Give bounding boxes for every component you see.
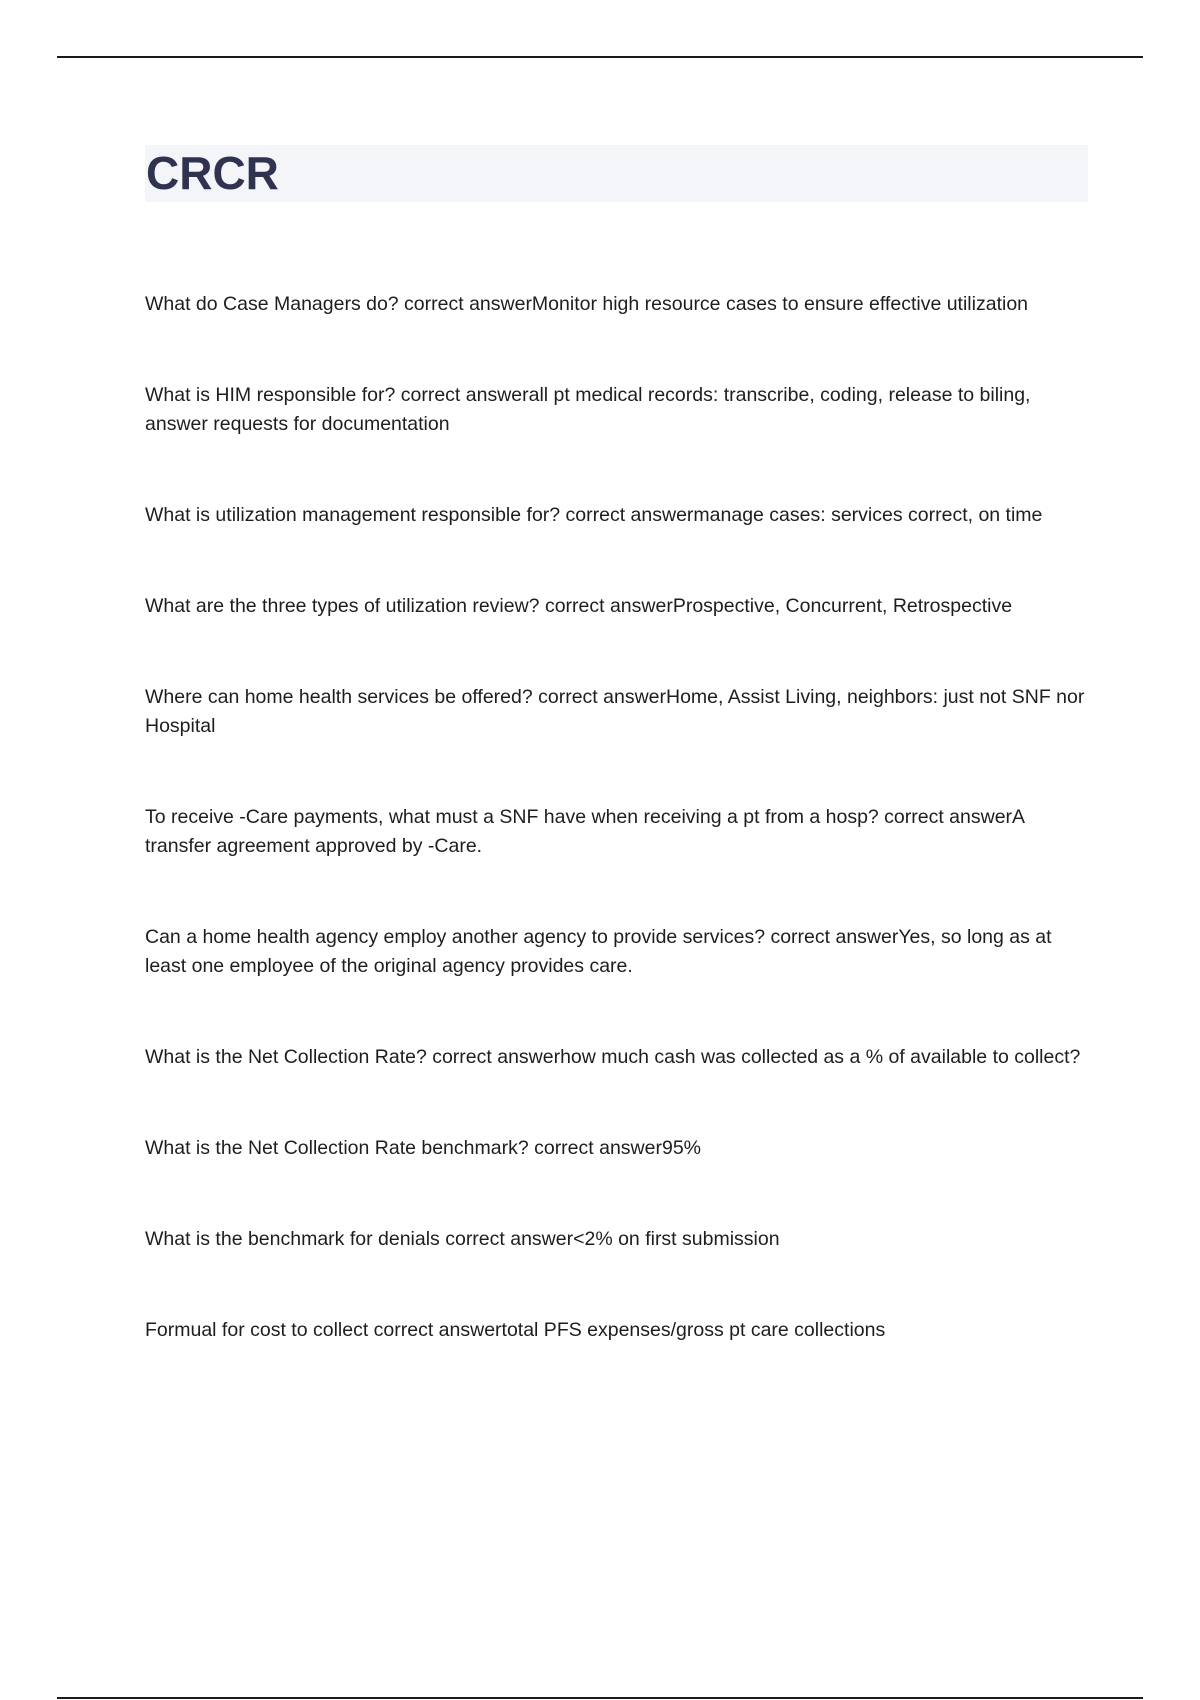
footer-rule xyxy=(57,1697,1143,1699)
qa-item: What are the three types of utilization review? correct answerProspective, Concurrent, Retrospective xyxy=(145,595,1013,617)
qa-item: What is the benchmark for denials correct answer<2% on first submission xyxy=(145,1228,780,1250)
qa-item: What is HIM responsible for? correct answerall pt medical records: transcribe, coding, release to biling, answer requests for documentation xyxy=(145,384,1031,435)
page-title: CRCR xyxy=(146,147,279,199)
qa-item: What is the Net Collection Rate benchmark? correct answer95% xyxy=(145,1137,701,1159)
qa-list xyxy=(145,290,1090,1407)
header-rule xyxy=(57,56,1143,58)
qa-item: What do Case Managers do? correct answerMonitor high resource cases to ensure effective utilization xyxy=(145,293,1029,315)
qa-item: To receive -Care payments, what must a SNF have when receiving a pt from a hosp? correct answerA transfer agreement approved by -Care. xyxy=(145,806,1024,857)
qa-item: Can a home health agency employ another agency to provide services? correct answerYes, so long as at least one employee of the original agency provides care. xyxy=(145,926,1052,977)
title-band xyxy=(145,145,1088,202)
qa-item: Where can home health services be offered? correct answerHome, Assist Living, neighbors: just not SNF nor Hospital xyxy=(145,686,1085,737)
qa-item: What is utilization management responsible for? correct answermanage cases: services correct, on time xyxy=(145,504,1043,526)
qa-item: What is the Net Collection Rate? correct answerhow much cash was collected as a % of available to collect? xyxy=(145,1046,1081,1068)
qa-item: Formual for cost to collect correct answertotal PFS expenses/gross pt care collections xyxy=(145,1319,886,1341)
